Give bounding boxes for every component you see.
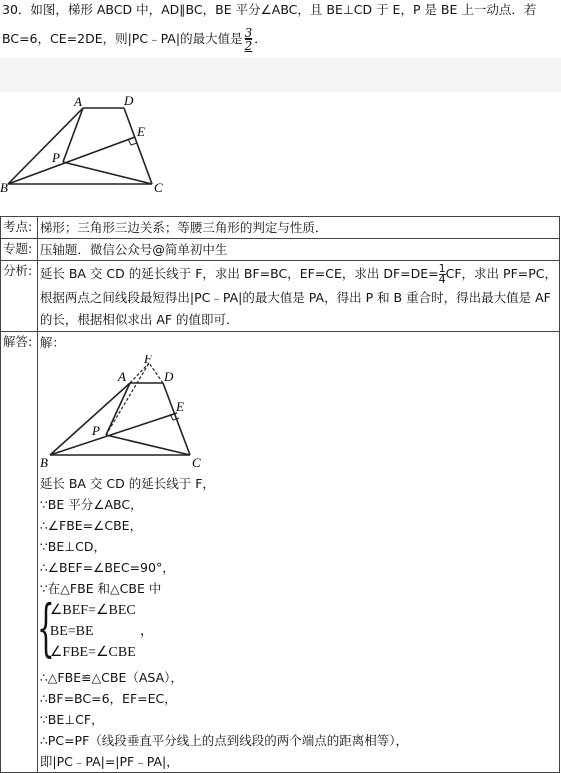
system-comma: ， [139,624,154,639]
fig2-label-F: F [143,355,152,366]
trapezoid-figure [0,92,200,204]
problem-line-1: 30．如图，梯形 ABCD 中，AD∥BC，BE 平分∠ABC，且 BE⊥CD 于 E，P 是 BE 上一动点．若 [2,2,537,17]
step-8: ∴BF=BC=6，EF=EC， [39,691,177,706]
step-7: ∴△FBE≌△CBE（ASA）， [39,670,183,685]
problem-line-2-end: ． [254,31,267,46]
step-1: 延长 BA 交 CD 的延长线于 F， [39,476,215,491]
fig2-label-C: C [191,455,201,470]
kaodian-content: 梯形；三角形三边关系；等腰三角形的判定与性质． [37,217,559,239]
fig2-label-D: D [163,369,174,384]
label-E: E [137,124,145,139]
step-2: ∵BE 平分∠ABC， [39,497,143,512]
fenxi-fraction [439,264,446,285]
step-4: ∵BE⊥CD， [39,539,107,554]
fig2-label-E: E [175,399,184,414]
fenxi-text-1b: CF，求出 PF=PC， [445,266,557,281]
problem-line-2-text: BC=6，CE=2DE，则|PC﹣PA|的最大值是 [2,31,243,46]
fig2-label-A: A [117,369,126,384]
jie-heading: 解： [39,335,65,350]
fenxi-label: 分析: [1,261,38,332]
step-3: ∴∠FBE=∠CBE， [39,518,143,533]
equation-system [36,591,557,665]
step-11: 即|PC﹣PA|=|PF﹣PA|， [39,754,179,769]
analysis-table [0,216,560,773]
jieda-content [37,332,559,773]
problem-statement [0,0,561,58]
step-5: ∴∠BEF=∠BEC=90°， [39,560,175,575]
fenxi-content [37,261,559,332]
label-D: D [124,93,134,108]
label-A: A [74,94,82,109]
fenxi-fraction-den: 4 [438,273,446,286]
label-C: C [154,180,163,195]
fig2-label-P: P [91,423,100,438]
section-separator [0,58,561,92]
step-9: ∵BE⊥CF， [39,712,104,727]
kaodian-label: 考点: [1,217,38,239]
step-10: ∴PC=PF（线段垂直平分线上的点到线段的两个端点的距离相等）， [39,733,409,748]
label-P: P [52,150,60,165]
fenxi-text-2: 根据两点之间线段最短得出|PC﹣PA|的最大值是 PA，得出 P 和 B 重合时，得出最大值是 AF 的长，根据相似求出 AF 的值即可． [39,290,551,327]
answer-fraction [245,27,253,52]
step-6: ∵在△FBE 和△CBE 中 [39,581,162,596]
system-line-3: ∠FBE=∠CBE [49,645,136,660]
zhuanti-content: 压轴题．微信公众号@简单初中生 [37,239,559,261]
jieda-label: 解答: [1,332,38,773]
answer-numerator: 3 [244,26,253,40]
label-B: B [0,180,8,195]
fenxi-text-1a: 延长 BA 交 CD 的延长线于 F，求出 BF=BC，EF=CE，求出 DF=DE= [39,266,439,281]
problem-line-2 [2,25,267,52]
left-brace: { [36,591,55,664]
fig2-label-B: B [39,455,48,470]
system-line-1: ∠BEF=∠BEC [49,603,136,618]
answer-denominator: 2 [244,39,253,53]
zhuanti-label: 专题: [1,239,38,261]
extended-trapezoid-figure [40,355,210,473]
system-line-2: BE=BE [49,624,94,639]
fenxi-fraction-num: 1 [438,262,446,275]
